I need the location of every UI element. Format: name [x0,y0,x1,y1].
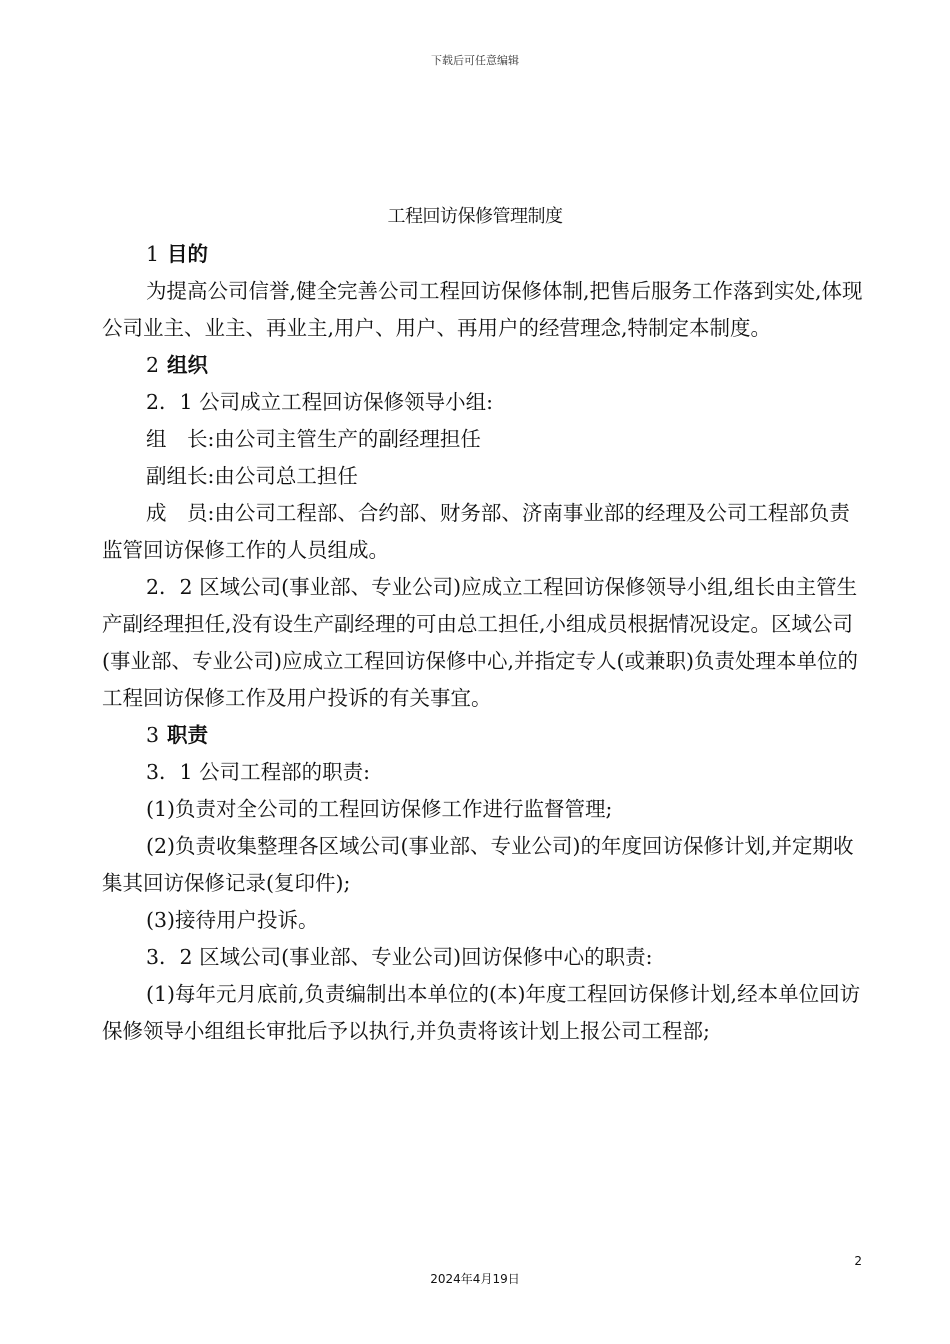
section-title: 组织 [167,353,209,377]
paragraph: 3．2 区域公司(事业部、专业公司)回访保修中心的职责: [146,945,653,969]
paragraph: 为提高公司信誉,健全完善公司工程回访保修体制,把售后服务工作落到实处,体现公司业主、业主、再业主,用户、用户、再用户的经营理念,特制定本制度。 [102,279,863,340]
footer-date: 2024年4月19日 [430,1272,520,1286]
section-number: 1 [146,242,160,266]
page-number: 2 [854,1254,862,1268]
paragraph: (1)每年元月底前,负责编制出本单位的(本)年度工程回访保修计划,经本单位回访保修领导小组组长审批后予以执行,并负责将该计划上报公司工程部; [102,982,861,1043]
section-number: 3 [146,723,160,747]
section-title: 职责 [167,723,209,747]
section-number: 2 [146,353,160,377]
paragraph: (1)负责对全公司的工程回访保修工作进行监督管理; [146,797,613,821]
paragraph: 成 员:由公司工程部、合约部、财务部、济南事业部的经理及公司工程部负责监管回访保修工作的人员组成。 [102,501,850,562]
paragraph: 3．1 公司工程部的职责: [146,760,371,784]
paragraph: 副组长:由公司总工担任 [146,464,358,488]
paragraph: (2)负责收集整理各区域公司(事业部、专业公司)的年度回访保修计划,并定期收集其回访保修记录(复印件); [102,834,854,895]
paragraph: 2．1 公司成立工程回访保修领导小组: [146,390,494,414]
section-heading-3 [102,717,868,754]
paragraph: 2．2 区域公司(事业部、专业公司)应成立工程回访保修领导小组,组长由主管生产副经理担任,没有设生产副经理的可由总工担任,小组成员根据情况设定。区域公司(事业部、专业公司)应成立工程回访保修中心,并指定专人(或兼职)负责处理本单位的工程回访保修工作及用户投诉的有关事宜。 [102,575,859,710]
section-heading-1 [102,236,868,273]
paragraph: (3)接待用户投诉。 [146,908,319,932]
section-title: 目的 [167,242,209,266]
section-heading-2 [102,347,868,384]
document-body [102,236,868,1050]
paragraph: 组 长:由公司主管生产的副经理担任 [146,427,481,451]
page-header-note: 下载后可任意编辑 [431,54,519,67]
document-title: 工程回访保修管理制度 [387,206,563,227]
